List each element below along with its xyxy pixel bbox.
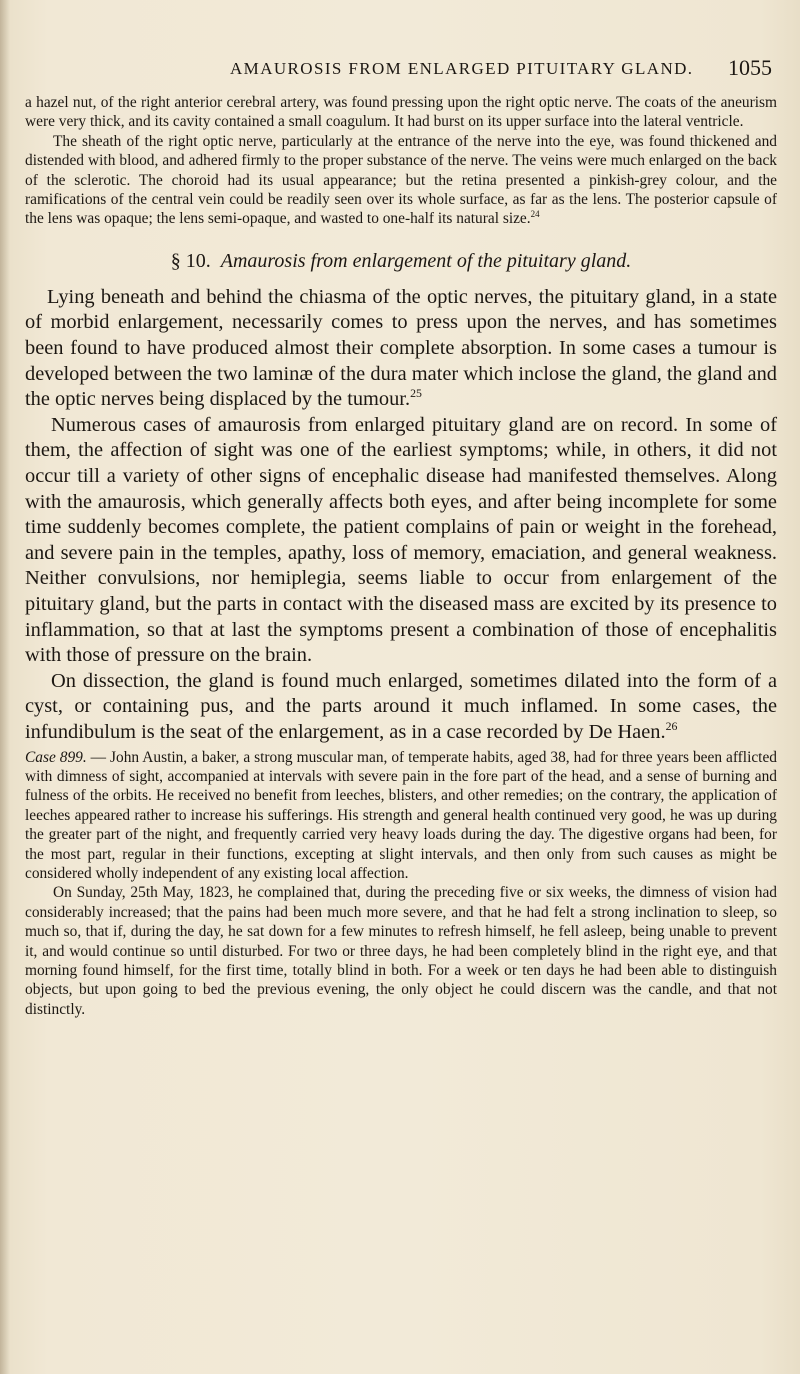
paragraph [25, 285, 777, 413]
paragraph [25, 132, 777, 229]
paragraph [25, 669, 777, 746]
paragraph-text: On dissection, the gland is found much enlarged, sometimes dilated into the form of a cyst, or containing pus, and the parts around it much inflamed. In some cases, the infundibulum is the seat of the enlargement, as in a case recorded by De Haen. [25, 669, 777, 743]
paragraph-text: a hazel nut, of the right anterior cerebral artery, was found pressing upon the right optic nerve. The coats of the aneurism were very thick, and its cavity contained a small coagulum. It had burst on its upper surface into the lateral ventricle. [25, 94, 777, 131]
paragraph-text: — John Austin, a baker, a strong muscular man, of temperate habits, aged 38, had for three years been afflicted with dimness of sight, accompanied at intervals with severe pain in the fore part of the head, and a sense of burning and fulness of the orbits. He received no benefit from leeches, blisters, and other remedies; on the contrary, the application of leeches appeared rather to increase his sufferings. His strength and general health continued very good, he was up during the greater part of the night, and frequently carried very heavy loads during the day. The digestive organs had been, for the most part, regular in their functions, excepting at slight intervals, and then only from such causes as might be considered wholly independent of any existing local affection. [25, 748, 777, 882]
section-title: Amaurosis from enlargement of the pituitary gland. [220, 249, 632, 272]
footnote-ref: 25 [410, 386, 422, 401]
case-label: Case 899. [25, 748, 87, 766]
paragraph [25, 883, 777, 1019]
paragraph [25, 93, 777, 132]
footnote-ref: 24 [530, 209, 540, 220]
page-body [25, 93, 777, 1019]
paragraph-text: On Sunday, 25th May, 1823, he complained that, during the preceding five or six weeks, the dimness of vision had considerably increased; that the pains had been much more severe, and that he had felt a strong inclination to sleep, so much so, that if, during the day, he sat down for a few minutes to refresh himself, he fell asleep, being unable to prevent it, and would continue so until disturbed. For two or three days, he had been completely blind in the right eye, and that morning found himself, for the first time, totally blind in both. For a week or ten days he had been able to distinguish objects, but upon going to bed the previous evening, the only object he could discern was the candle, and that not distinctly. [25, 884, 777, 1018]
page-header [230, 55, 790, 85]
case-report [25, 748, 777, 1020]
paragraph [25, 413, 777, 669]
paragraph [25, 748, 777, 884]
paragraph-text: The sheath of the right optic nerve, particularly at the entrance of the nerve into the eye, was found thickened and distended with blood, and adhered firmly to the proper substance of the nerve. The veins were much enlarged on the back of the sclerotic. The choroid had its usual appearance; but the retina presented a pinkish-grey colour, and the ramifications of the central vein could be readily seen over its whole surface, as far as the lens. The posterior capsule of the lens was opaque; the lens semi-opaque, and wasted to one-half its natural size. [25, 132, 777, 228]
section-heading [25, 249, 777, 273]
page-spine-shadow [0, 0, 10, 1374]
paragraph-text: Numerous cases of amaurosis from enlarged pituitary gland are on record. In some of them, the affection of sight was one of the earliest symptoms; while, in others, it did not occur till a variety of other signs of encephalic disease had manifested themselves. Along with the amaurosis, which generally affects both eyes, and after being incomplete for some time suddenly becomes complete, the patient complains of pain or weight in the forehead, and severe pain in the temples, apathy, loss of memory, emaciation, and general weakness. Neither convulsions, nor hemiplegia, seems liable to occur from enlargement of the pituitary gland, but the parts in contact with the diseased mass are excited by its presence to inflammation, so that at last the symptoms present a combination of those of encephalitis with those of pressure on the brain. [25, 413, 777, 667]
page-number: 1055 [728, 55, 772, 80]
running-head: AMAUROSIS FROM ENLARGED PITUITARY GLAND. [230, 59, 694, 78]
continued-case-text [25, 93, 777, 229]
section-number: § 10. [170, 249, 211, 272]
paragraph-text: Lying beneath and behind the chiasma of the optic nerves, the pituitary gland, in a state of morbid enlargement, necessarily comes to press upon the nerves, and has sometimes been found to have produced almost their complete absorption. In some cases a tumour is developed between the two laminæ of the dura mater which inclose the gland, the gland and the optic nerves being displaced by the tumour. [25, 285, 777, 411]
footnote-ref: 26 [665, 719, 678, 734]
section-body [25, 285, 777, 746]
